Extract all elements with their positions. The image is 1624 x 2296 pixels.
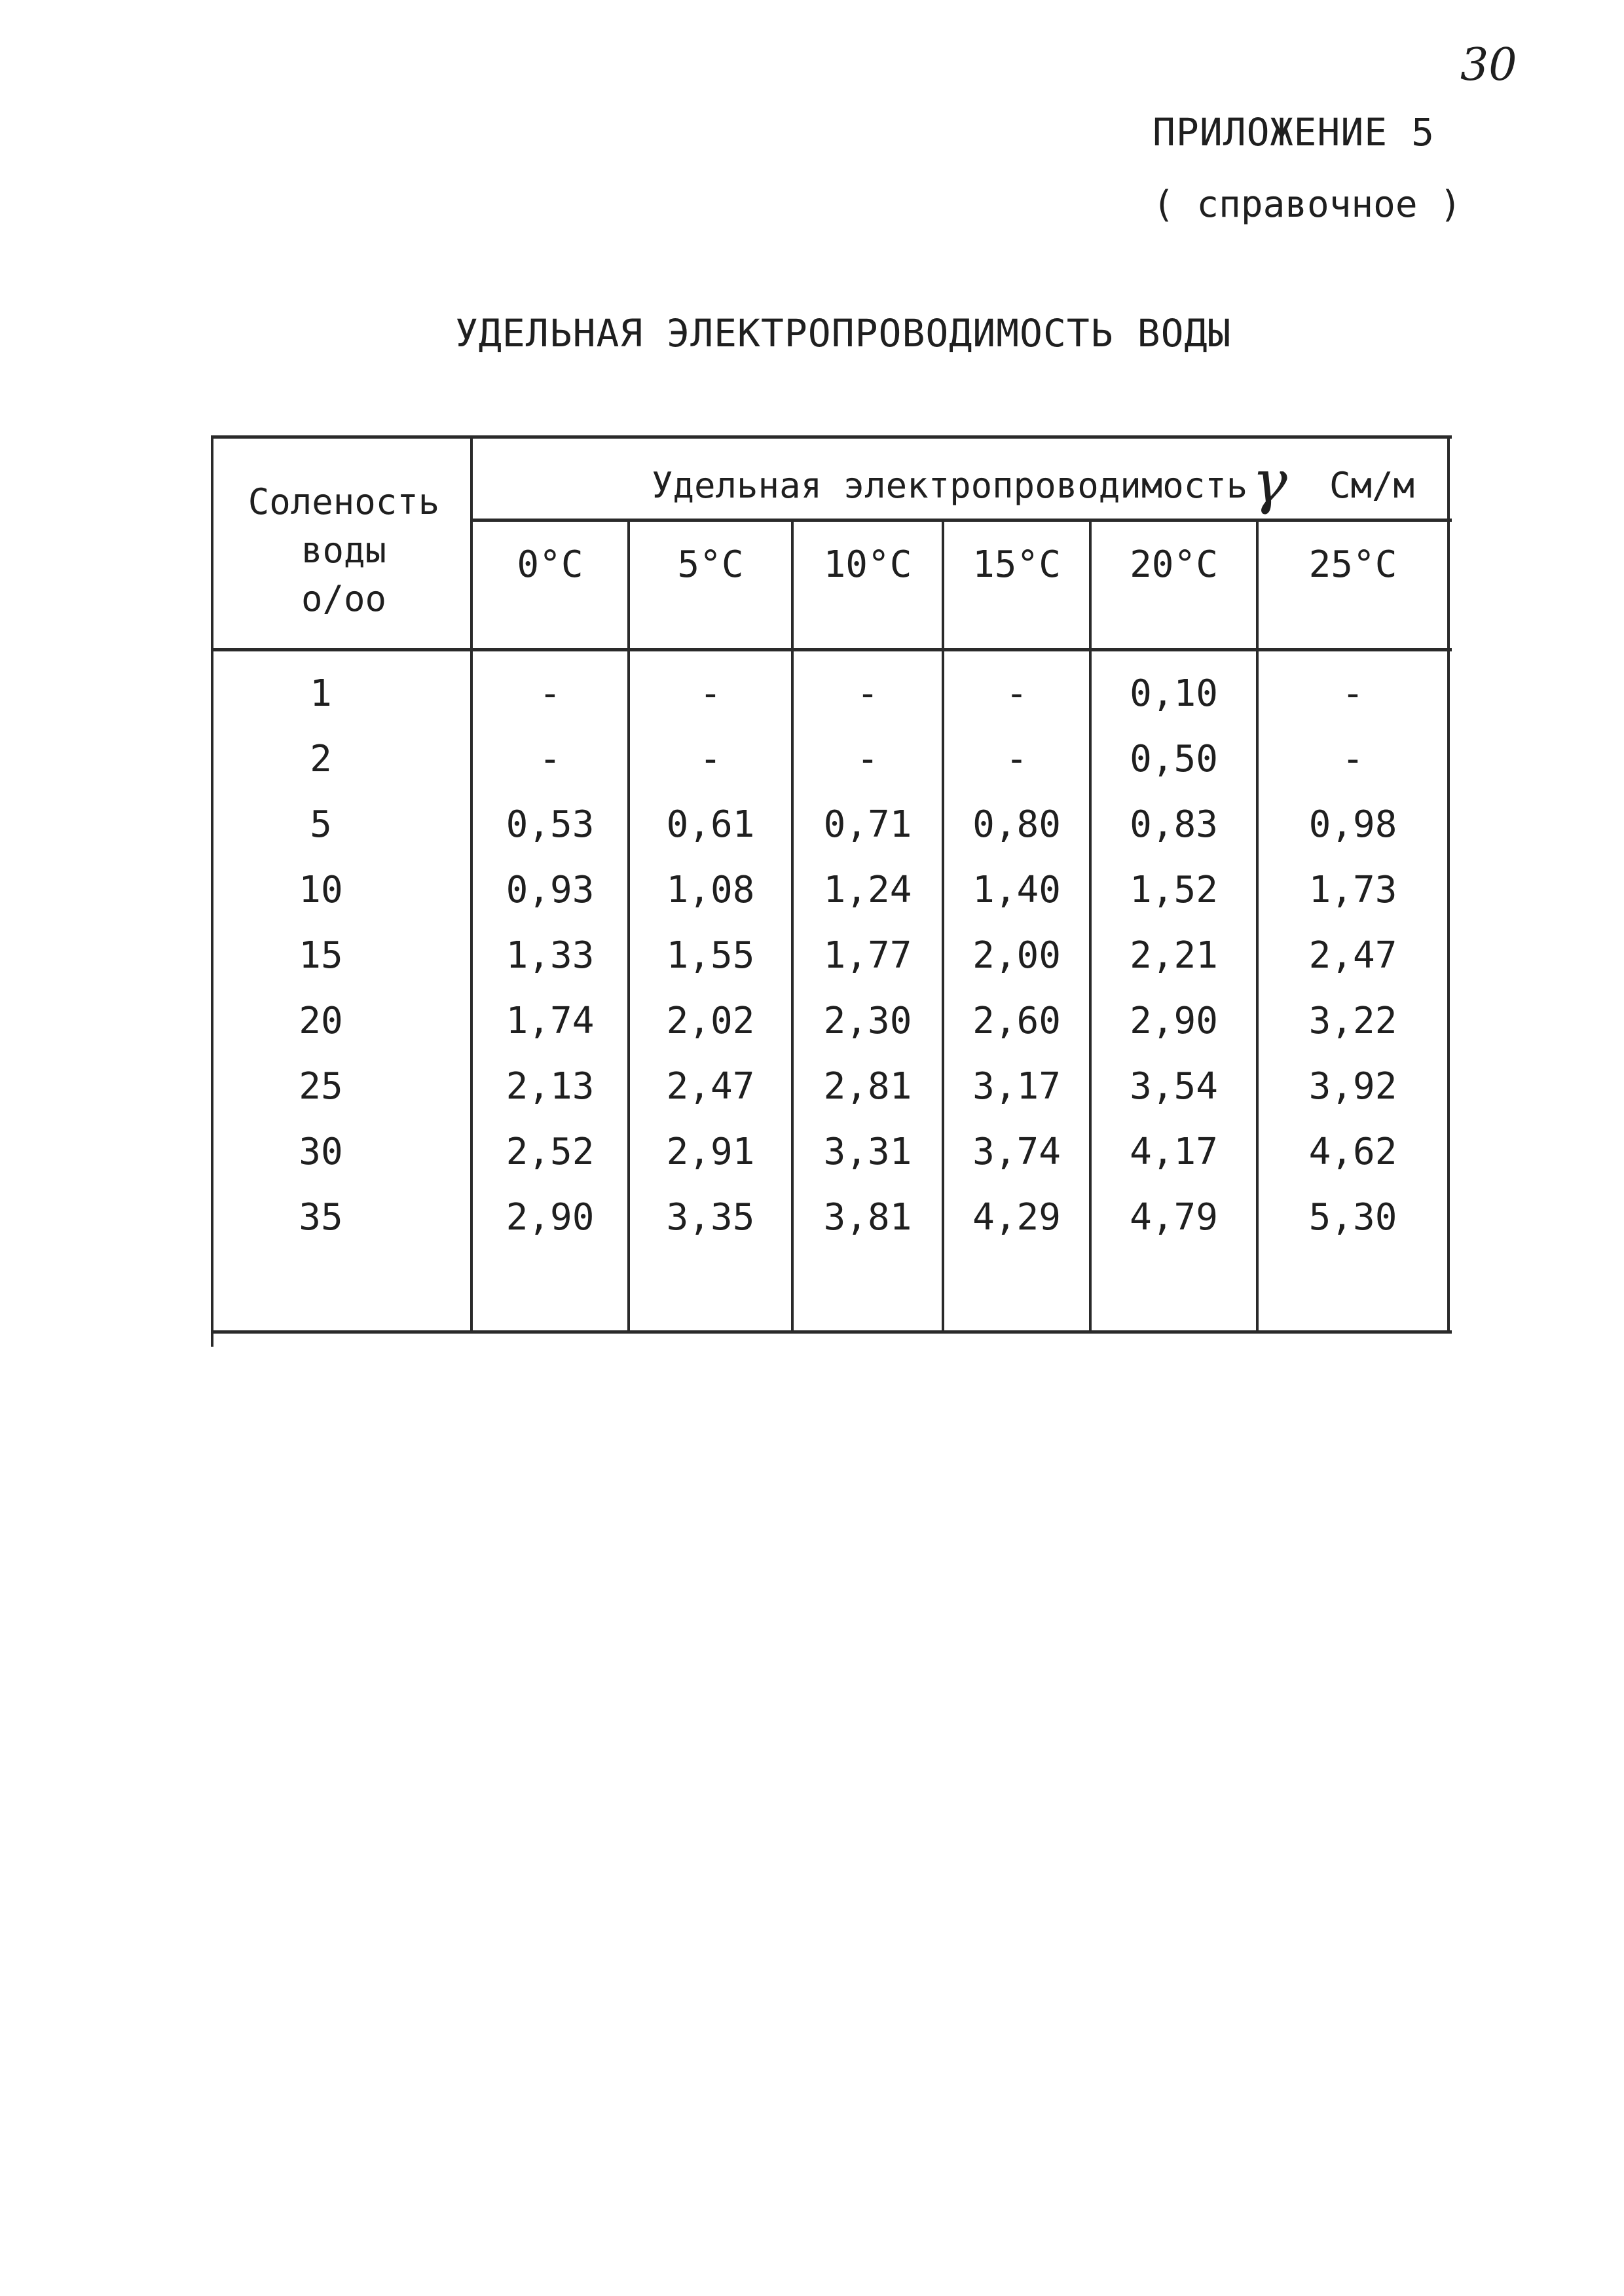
table-right-border [1447,435,1450,1334]
value-cell: 1,24 [823,869,912,911]
value-cell: - [1005,738,1028,780]
value-cell: 1,74 [506,1000,595,1042]
value-cell: - [699,672,722,715]
value-cell: 4,62 [1308,1131,1397,1173]
value-cell: 0,93 [506,869,595,911]
temp-header-3: 15°C [972,543,1061,586]
value-cell: - [1005,672,1028,715]
value-cell: 2,90 [1130,1000,1218,1042]
value-cell: - [857,738,879,780]
value-cell: - [1342,672,1364,715]
value-cell: 0,71 [823,803,912,846]
value-cell: 2,47 [666,1065,755,1108]
salinity-header-line-1: Соленость [248,481,440,522]
value-cell: 3,54 [1130,1065,1218,1108]
value-cell: 1,73 [1308,869,1397,911]
value-cell: 2,13 [506,1065,595,1108]
conductivity-group-header: Удельная электропроводимость [652,465,1248,506]
value-cell: 0,10 [1130,672,1218,715]
salinity-cell: 10 [299,869,343,911]
salinity-cell: 30 [299,1131,343,1173]
value-cell: 0,53 [506,803,595,846]
value-cell: 2,90 [506,1196,595,1239]
gamma-symbol: γ [1252,448,1287,517]
value-cell: 0,50 [1130,738,1218,780]
value-cell: - [857,672,879,715]
value-cell: 4,17 [1130,1131,1218,1173]
value-cell: 1,77 [823,934,912,977]
value-cell: 2,60 [972,1000,1061,1042]
value-cell: 1,40 [972,869,1061,911]
temp-header-2: 10°C [823,543,912,586]
value-cell: 3,31 [823,1131,912,1173]
value-cell: 1,52 [1130,869,1218,911]
value-cell: 2,02 [666,1000,755,1042]
temp-header-5: 25°C [1308,543,1397,586]
value-cell: 4,29 [972,1196,1061,1239]
value-cell: - [1342,738,1364,780]
salinity-cell: 5 [310,803,332,846]
document-title: УДЕЛЬНАЯ ЭЛЕКТРОПРОВОДИМОСТЬ ВОДЫ [455,311,1232,355]
table-top-rule [211,435,1452,439]
salinity-cell: 2 [310,738,332,780]
value-cell: - [699,738,722,780]
salinity-cell: 20 [299,1000,343,1042]
table-bottom-rule [211,1330,1452,1334]
salinity-cell: 35 [299,1196,343,1239]
value-cell: 4,79 [1130,1196,1218,1239]
value-cell: 3,81 [823,1196,912,1239]
value-cell: 0,98 [1308,803,1397,846]
value-cell: 2,52 [506,1131,595,1173]
value-cell: 0,61 [666,803,755,846]
table-left-border [211,435,213,1347]
value-cell: 1,33 [506,934,595,977]
value-cell: 2,47 [1308,934,1397,977]
salinity-cell: 15 [299,934,343,977]
value-cell: - [539,738,561,780]
salinity-header-line-2: воды [301,530,387,571]
temp-header-0: 0°C [517,543,583,586]
value-cell: 2,30 [823,1000,912,1042]
value-cell: 2,91 [666,1131,755,1173]
value-cell: 1,55 [666,934,755,977]
salinity-cell: 25 [299,1065,343,1108]
value-cell: - [539,672,561,715]
value-cell: 3,17 [972,1065,1061,1108]
page-number: 30 [1460,39,1517,91]
appendix-title: ПРИЛОЖЕНИЕ 5 [1153,110,1435,155]
value-cell: 2,81 [823,1065,912,1108]
value-cell: 0,83 [1130,803,1218,846]
value-cell: 3,74 [972,1131,1061,1173]
value-cell: 2,21 [1130,934,1218,977]
value-cell: 3,35 [666,1196,755,1239]
header-group-rule [473,519,1452,522]
value-cell: 5,30 [1308,1196,1397,1239]
header-bottom-rule [211,648,1452,651]
value-cell: 2,00 [972,934,1061,977]
appendix-subtitle: ( справочное ) [1153,183,1462,226]
temp-header-4: 20°C [1130,543,1218,586]
temp-header-1: 5°C [677,543,744,586]
value-cell: 3,92 [1308,1065,1397,1108]
salinity-header-line-3: о/оо [301,578,387,619]
value-cell: 3,22 [1308,1000,1397,1042]
salinity-cell: 1 [310,672,332,715]
unit-header: См/м [1329,465,1415,506]
value-cell: 0,80 [972,803,1061,846]
value-cell: 1,08 [666,869,755,911]
